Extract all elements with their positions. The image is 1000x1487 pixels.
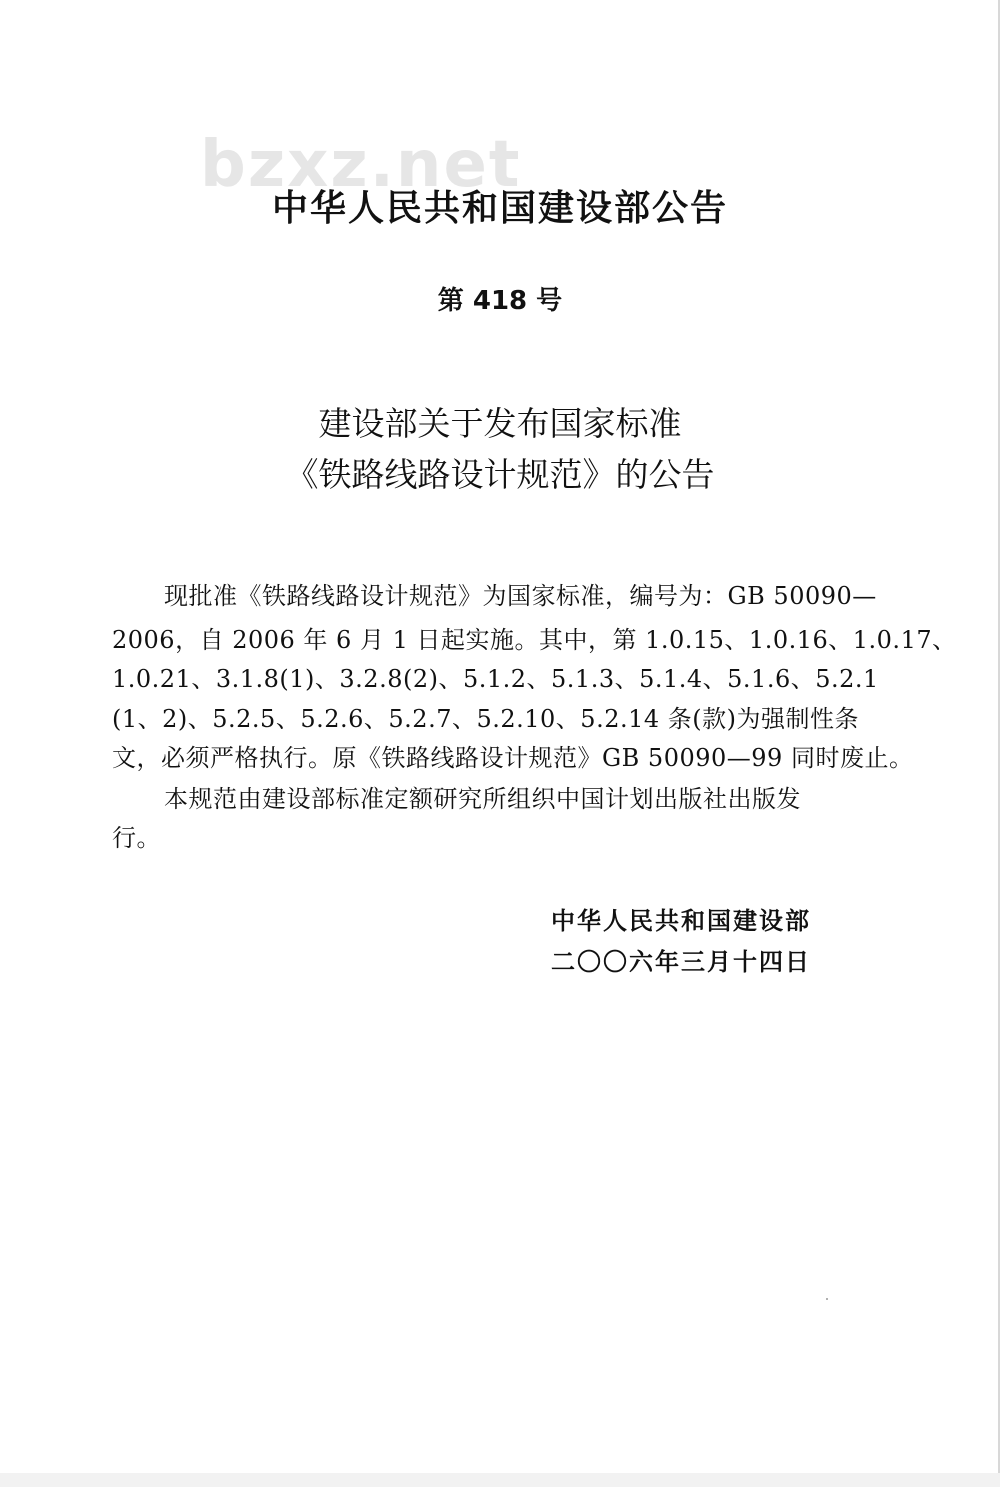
subtitle-line-2: 《铁路线路设计规范》的公告 (285, 455, 715, 494)
announcement-title: 中华人民共和国建设部公告 (271, 188, 728, 229)
subtitle-line-1: 建设部关于发布国家标准 (318, 404, 682, 443)
body-line-5: 文，必须严格执行。原《铁路线路设计规范》GB 50090—99 同时废止。 (112, 744, 914, 772)
issue-date: 二〇〇六年三月十四日 (551, 948, 811, 976)
body-line-2: 2006，自 2006 年 6 月 1 日起实施。其中，第 1.0.15、1.0.16、1.0.17、 (112, 626, 957, 654)
body-line-3: 1.0.21、3.1.8(1)、3.2.8(2)、5.1.2、5.1.3、5.1.4、5.1.6、5.2.1 (112, 665, 879, 693)
page-edge-bottom (0, 1473, 1000, 1487)
body-line-7: 行。 (112, 824, 161, 852)
body-line-6: 本规范由建设部标准定额研究所组织中国计划出版社出版发 (164, 785, 801, 813)
body-line-1: 现批准《铁路线路设计规范》为国家标准，编号为：GB 50090— (164, 582, 877, 610)
issuer-signature: 中华人民共和国建设部 (551, 907, 811, 935)
body-line-4: (1、2)、5.2.5、5.2.6、5.2.7、5.2.10、5.2.14 条(款)为强制性条 (112, 705, 859, 733)
watermark: bzxz.net (200, 128, 522, 202)
scan-speck (826, 1298, 828, 1300)
announcement-number: 第 418 号 (437, 286, 563, 316)
